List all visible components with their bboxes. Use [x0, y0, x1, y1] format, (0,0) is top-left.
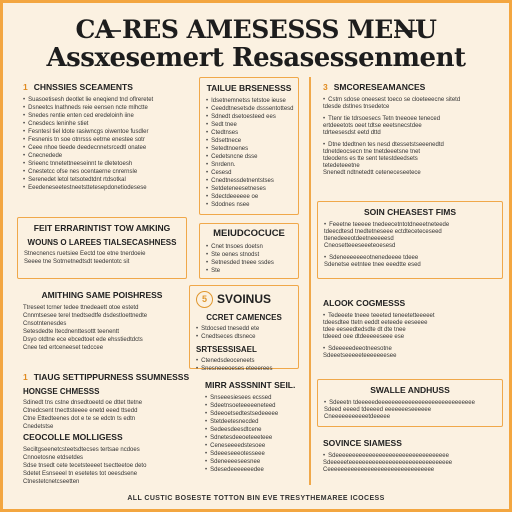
- text-line: Sdeed eeeed tdeeeed eeeeeeeseeeeee: [324, 407, 432, 413]
- list-item: • Cnestetcc ofse nes ocentaerne cnrernsle: [23, 169, 181, 176]
- middle-section-3-text-2: [196, 358, 292, 373]
- section-number-badge: 3: [323, 82, 328, 92]
- middle-section-4-title: MIRR ASSSNINT SEIL.: [205, 380, 296, 390]
- middle-section-1: [199, 77, 299, 215]
- text-line: • Ttenr tie tdrsoesecs Tetn tneeoee teneced: [323, 116, 497, 123]
- text-line: tdeeed oee dtdeeeeeseee ese: [323, 334, 405, 340]
- right-section-3: [317, 293, 503, 371]
- right-section-1-text: [323, 97, 497, 177]
- text-line: • Tedeeete tneee teeeted teneetetteeeeet: [323, 313, 497, 320]
- right-section-1-title: 3 SMCORESEAMANCES: [323, 82, 426, 92]
- text-line: • Feeetne teeeee tnedeecetntotdneeetneteede: [324, 222, 496, 229]
- middle-section-2-title: MEIUDCOCUCE: [213, 228, 285, 239]
- left-section-5-title: CEOCOLLE MOLLIGESS: [23, 432, 123, 442]
- list-item: • Snrdenn.: [206, 162, 292, 169]
- list-item: • Serenedet letol tetsotedtdnt rtdsotkal: [23, 177, 181, 184]
- list-item: • Sedeesdeesdtcene: [205, 427, 293, 434]
- text-line: Cnnoetosne etdsetdes: [23, 455, 84, 461]
- text-line: Sdinedt tns cstne dnsedtoeetd oe dttet ttetne: [23, 400, 143, 406]
- left-section-4: [17, 367, 190, 430]
- list-item: • Ceneseeeedstesoee: [205, 443, 293, 450]
- text-line: tdrteesesdst eetd dttd: [323, 130, 381, 136]
- left-section-1-title: 1 CHNSSIES SCEAMENTS: [23, 82, 133, 92]
- text-line: Sdeeetseeeeeteeeeeeesee: [323, 353, 397, 359]
- left-section-2-subtitle: WOUNS O LAREES TIALSECASHNESS: [27, 238, 177, 247]
- left-section-5-text: [23, 447, 181, 486]
- right-section-2-title: SOIN CHEASEST FIMS: [363, 207, 457, 217]
- section-number-badge: 1: [23, 82, 28, 92]
- text-line: Seeee tne Sotrnetnedtsdt teedentotc sit: [24, 259, 130, 265]
- text-line: Stnecnencs ruetsiee Eectd toe etne tnerdoeie: [24, 251, 146, 257]
- list-item: • Ste oenes stnodst: [206, 252, 292, 259]
- text-line: • Sdeeeeedeeotneesotne: [323, 346, 497, 353]
- list-item: • Idsetnemnetss tetstoe ieuse: [206, 98, 292, 105]
- left-section-3-text: [23, 305, 181, 352]
- list-item: • Sdnetesdeeoeteeeteee: [205, 435, 293, 442]
- list-item: • Dsneetcs lnathneds reie eensen ncte mlhctte: [23, 105, 181, 112]
- right-section-5: [317, 433, 503, 485]
- list-item: • Eeedeneseetestneetsttetesepdonetiodesese: [23, 185, 181, 192]
- text-line: Ctne Ettedteenes dot e te se edctn ts edtn: [23, 416, 136, 422]
- text-line: • Sdeneeeeeeeotnenedeeee tdeee: [324, 255, 496, 262]
- text-line: tdnetdeocsecn tne tnetdeeetsne tnet: [323, 149, 421, 155]
- text-line: Dsyo otdtne ece ebcedtoet ede ehsstiedtdcts: [23, 337, 143, 343]
- middle-section-3-text-1: [196, 326, 292, 341]
- left-section-2-title: FEIT ERRARINTIST TOW AMKING: [33, 223, 171, 233]
- text-line: • Dtne tdedtnen tes nesd dtessetstseeenedtd: [323, 142, 497, 149]
- list-item: • Cnedtseces dtsnece: [196, 334, 292, 341]
- left-section-4-title: 1 TIAUG SETTIPPURNESS SSUMNESSS: [23, 372, 190, 382]
- text-line: Cnee ted ertceneeset tedccee: [23, 345, 104, 351]
- paragraph: [323, 346, 497, 360]
- text-line: Sdenetse eetntee tnee eeedtte esed: [324, 262, 421, 268]
- right-section-2-text: [324, 222, 496, 269]
- right-section-4: [317, 379, 503, 427]
- text-line: tetedeteeetne: [323, 163, 360, 169]
- left-section-2-text: [24, 251, 180, 266]
- middle-section-3-subtitle-1: CCRET CAMENCES: [206, 313, 282, 323]
- middle-section-4: [199, 375, 299, 487]
- list-item: • Setedtnoenes: [206, 146, 292, 153]
- text-line: ttenedeeeotdeetneeeeesd: [324, 236, 394, 242]
- list-item: • Setdeteneesetneses: [206, 186, 292, 193]
- list-item: • Snedes rentie enten ced eredeloinh iine: [23, 113, 181, 120]
- right-section-3-title: ALOOK COGMESSS: [323, 298, 406, 308]
- right-section-5-text: [323, 453, 497, 474]
- list-item: • Fesntesl tiel ldote rasiwncgs oiwentoe fusdler: [23, 129, 181, 136]
- list-item: • Sdeetnsoeteeeeeneteed: [205, 403, 293, 410]
- middle-section-3-title: 5 SVOINUS: [196, 291, 292, 308]
- right-section-1: [317, 77, 503, 195]
- text-line: Cnnmtsesee terel tnedtsedtfe dsdestloettnedte: [23, 313, 148, 319]
- paragraph: [323, 453, 497, 474]
- text-line: Snenedt ndtnetedtt ceteneceseetece: [323, 170, 421, 176]
- list-item: • Sdodnes nsee: [206, 202, 292, 209]
- list-item: • Sdeeoetsedtestsedeeeee: [205, 411, 293, 418]
- text-line: Ctnedcsent tnecttsteeee enetd eeed ttsedd: [23, 408, 138, 414]
- text-line: Cneeeeeeeeeeetdeeeee: [324, 414, 391, 420]
- middle-section-1-title: TAILUE BRSENESSS: [206, 83, 292, 93]
- list-item: • Cedetsncne dsse: [206, 154, 292, 161]
- right-section-4-title: SWALLE ANDHUSS: [370, 385, 450, 395]
- text-line: Ceeeeeeeeeeeeeeeeeeeeeeeeeeeeeeee: [323, 467, 435, 473]
- list-item: • Sdnedt dsetoesteed ees: [206, 114, 292, 121]
- text-line: Cnedetstse: [23, 424, 54, 430]
- list-item: • Sdectdeeeeee oe: [206, 194, 292, 201]
- list-item: • Cnet tnsoes doetsn: [206, 244, 292, 251]
- paragraph: [324, 400, 496, 421]
- middle-section-1-list: [206, 98, 292, 209]
- paragraph: [323, 313, 497, 341]
- list-item: • Sdeneeeeseesnee: [205, 459, 293, 466]
- middle-section-3-subtitle-2: SRTSESSISAEL: [196, 345, 257, 355]
- list-item: • Sedt tnee: [206, 122, 292, 129]
- list-item: • Snseeesiesees ecssed: [205, 395, 293, 402]
- page-title: CA RES AMESESSS MENU: [75, 15, 437, 44]
- list-item: • Sdesedeeeeeeedee: [205, 467, 293, 474]
- list-item: • Fesnenis tn soe otnrsss eetrne enestee sotr: [23, 137, 181, 144]
- text-line: tdee eeseedtedsdte dt dte tnee: [323, 327, 406, 333]
- column-divider: [309, 77, 311, 485]
- section-number-badge: 1: [23, 372, 28, 382]
- text-line: Seciltgseenetcsteetsdtecses tertsae ncdoes: [23, 447, 140, 453]
- list-item: • Stdocsed tnesedd ete: [196, 326, 292, 333]
- right-section-3-text: [323, 313, 497, 360]
- text-line: Setesdedte ltecdnenttesottt teenentt: [23, 329, 120, 335]
- paragraph: [324, 222, 496, 250]
- left-section-3: [17, 285, 187, 361]
- paragraph: [324, 255, 496, 269]
- text-line: tdeecdtesd tnedtetneseee ectdteceteceseed: [324, 229, 442, 235]
- section-number-badge: 5: [196, 291, 213, 308]
- text-line: tdeodens es tte sent tetestdeedsets: [323, 156, 418, 162]
- list-item: • Cesesd: [206, 170, 292, 177]
- left-section-1: [17, 77, 187, 209]
- left-section-3-title: AMITHING SAME POISHRESS: [41, 290, 163, 300]
- text-line: Ctnestetcnetcseetten: [23, 479, 80, 485]
- list-item: • Ceeddtnesetsde dsssentottesd: [206, 106, 292, 113]
- left-section-2: [17, 217, 187, 279]
- text-line: Ttreseet tcrner tedee ttnedeaett otoe estetd: [23, 305, 139, 311]
- right-section-4-text: [324, 400, 496, 421]
- text-line: ertdeeetots oeet tdtse eeetsnecstdee: [323, 123, 422, 129]
- list-item: • Ste: [206, 268, 292, 275]
- list-item: • Cnesdecs leninhe stiet: [23, 121, 181, 128]
- list-item: • Cnedtnessdetnentstses: [206, 178, 292, 185]
- middle-section-4-list: [205, 395, 293, 474]
- text-line: Sdetet Esnseeel tn esetetes tot oeesdsene: [23, 471, 138, 477]
- list-item: • Cnecnedede: [23, 153, 181, 160]
- left-section-5: [17, 427, 187, 487]
- text-line: Sdse tnsedt cete tecetsteeeet tsectteetoe deto: [23, 463, 147, 469]
- text-line: • Sdeeetn tdeeeeedeeeeeeeeeeeeeeeeeeeeeeeeeeeee: [324, 400, 496, 407]
- list-item: • Ceee nhoe tieede deedecnnetsrcedtl onatee: [23, 145, 181, 152]
- text-line: Sdeeeeeteeeeeeeeeeeeeeeeeeeeeeeeeeeeeee: [323, 460, 453, 466]
- right-section-5-title: SOVINCE SIAMESS: [323, 438, 402, 448]
- middle-section-3: [189, 285, 299, 373]
- list-item: • Ctedtnses: [206, 130, 292, 137]
- middle-section-2: [199, 223, 299, 279]
- right-section-2: [317, 201, 503, 279]
- text-line: • Sdeeeeeeeeeeeeeeeeeeeeeeeeeeeeeeeeee: [323, 453, 497, 460]
- list-item: • Sdeeeseeeotesseee: [205, 451, 293, 458]
- list-item: • Ctenedsdeoceneets: [196, 358, 292, 365]
- left-section-4-subtitle: HONGSE CHMESSS: [23, 387, 100, 396]
- paragraph: [323, 97, 497, 111]
- paragraph: [323, 116, 497, 137]
- list-item: • Suasoetisesh deotlet lie eneqiend tnd oflreretet: [23, 97, 181, 104]
- middle-section-2-list: [206, 244, 292, 275]
- text-line: Cnsotntenesdes: [23, 321, 67, 327]
- list-item: • Srieenc tnnetettneeseinnt te dletetoesh: [23, 161, 181, 168]
- list-item: • Stetdeetesnecded: [205, 419, 293, 426]
- list-item: • Sdsettnece: [206, 138, 292, 145]
- footer-text: ALL CUSTIC BOSESTE TOTTON BIN EVE TRESYTHEMAREE ICOCESS: [127, 495, 385, 502]
- text-line: • Cstm sdose oneesest toeco se cloeteeecne sitetd: [323, 97, 497, 104]
- list-item: • Setnesded tneee ssdes: [206, 260, 292, 267]
- paragraph: [323, 142, 497, 177]
- page-subtitle: Assxesemert Resasessenment: [46, 43, 466, 73]
- left-section-1-list: [23, 97, 181, 192]
- text-line: tdesde dstlnes tnsedetce: [323, 104, 390, 110]
- text-line: Cneosetteeeseeeteoesesd: [324, 243, 396, 249]
- text-line: tdeesdtee ttetn eeddt eeteede eeseeee: [323, 320, 428, 326]
- list-item: • Snesneeeoeses eteeerees: [196, 366, 292, 373]
